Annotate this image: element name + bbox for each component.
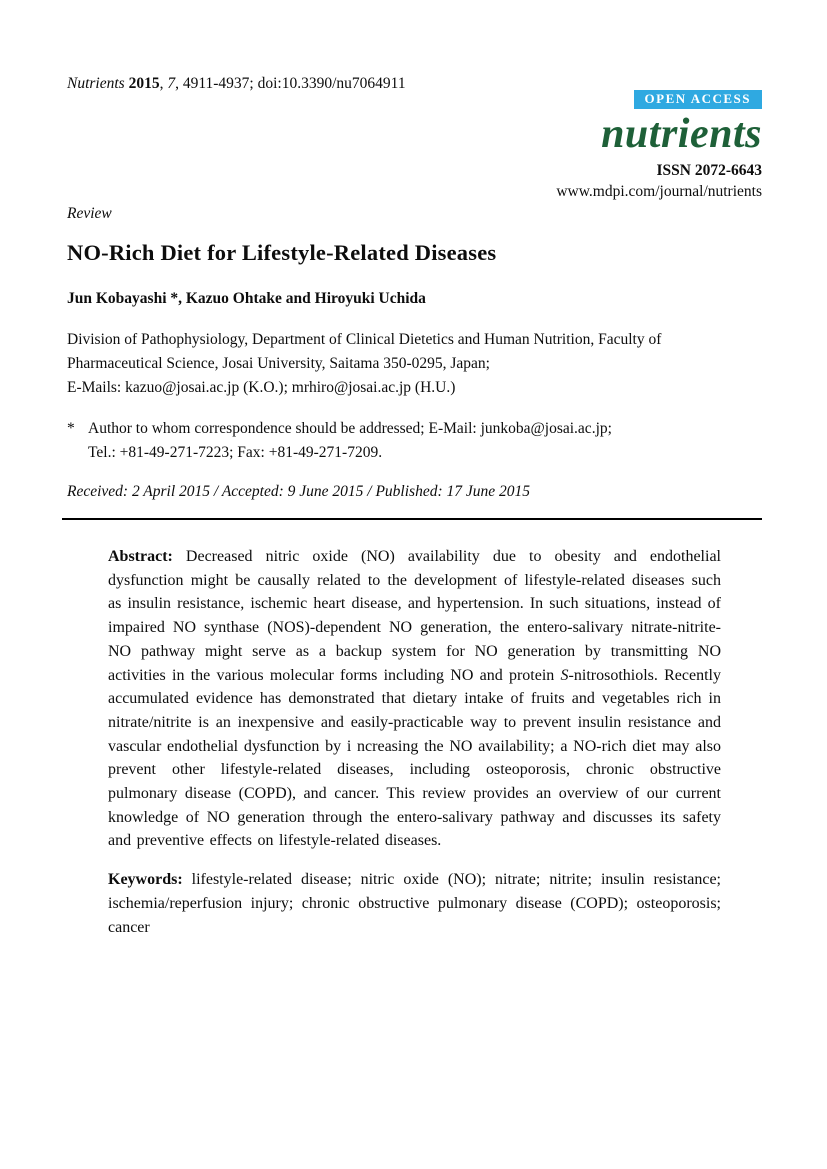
abstract-italic-term: S: [560, 666, 569, 684]
journal-logo: nutrients: [601, 111, 762, 157]
abstract-paragraph: [108, 545, 721, 853]
article-dates: Received: 2 April 2015 / Accepted: 9 June 2015 / Published: 17 June 2015: [67, 483, 531, 500]
article-body: [67, 204, 761, 939]
citation-pages-doi: , 4911-4937; doi:10.3390/nu7064911: [175, 75, 406, 92]
citation-separator: ,: [159, 75, 168, 92]
issn-number: ISSN 2072-6643: [656, 162, 762, 179]
author-list: Jun Kobayashi *, Kazuo Ohtake and Hiroyuki Uchida: [67, 290, 426, 307]
affiliation-line: Division of Pathophysiology, Department of Clinical Dietetics and Human Nutrition, Faculty of: [67, 331, 662, 348]
separator-rule: [62, 518, 762, 520]
citation-journal-name: Nutrients: [67, 75, 129, 92]
correspondence-asterisk: *: [67, 420, 75, 437]
journal-citation: [67, 74, 406, 94]
article-type-label: Review: [67, 205, 112, 222]
correspondence-text: [88, 417, 612, 465]
abstract-text: -nitrosothiols. Recently accumulated evidence has demonstrated that dietary intake of fruits and vegetables rich in nitrate/nitrite is an inexpensive and easily-practicable way to prevent insulin resistance and vascular endothelial dysfunction by i ncreasing the NO availability; a NO-rich diet may also prevent other lifestyle-related diseases, including osteoporosis, chronic obstructive pulmonary disease (COPD), and cancer. This review provides an overview of our current knowledge of NO generation through the entero-salivary pathway and discusses its safety and preventive effects on lifestyle-related diseases.: [108, 666, 721, 850]
abstract-label: Abstract:: [108, 548, 186, 565]
abstract-text: Decreased nitric oxide (NO) availability due to obesity and endothelial dysfunction might be causally related to the development of lifestyle-related diseases such as insulin resistance, ischemic heart disease, and hypertension. In such situations, instead of impaired NO synthase (NOS)-dependent NO generation, the entero-salivary nitrate-nitrite-NO pathway might serve as a backup system for NO generation by transmitting NO activities in the various molecular forms including NO and protein: [108, 548, 721, 684]
journal-url: www.mdpi.com/journal/nutrients: [556, 183, 762, 200]
affiliation-emails: E-Mails: kazuo@josai.ac.jp (K.O.); mrhiro@josai.ac.jp (H.U.): [67, 379, 456, 396]
correspondence-line: Tel.: +81-49-271-7223; Fax: +81-49-271-7209.: [88, 444, 383, 461]
open-access-badge: OPEN ACCESS: [634, 90, 762, 109]
affiliation-block: [67, 328, 761, 400]
masthead: [556, 90, 762, 202]
citation-volume: 7: [167, 75, 176, 92]
keywords-paragraph: [108, 868, 721, 939]
article-title: NO-Rich Diet for Lifestyle-Related Diseases: [67, 240, 497, 265]
correspondence-note: [67, 417, 761, 465]
keywords-text: lifestyle-related disease; nitric oxide (NO); nitrate; nitrite; insulin resistance; ischemia/reperfusion injury; chronic obstructive pulmonary disease (COPD); osteoporosis; cancer: [108, 871, 721, 936]
correspondence-line: Author to whom correspondence should be addressed; E-Mail: junkoba@josai.ac.jp;: [88, 420, 612, 437]
citation-year: 2015: [128, 75, 160, 92]
keywords-label: Keywords:: [108, 871, 192, 889]
affiliation-line: Pharmaceutical Science, Josai University, Saitama 350-0295, Japan;: [67, 355, 490, 372]
